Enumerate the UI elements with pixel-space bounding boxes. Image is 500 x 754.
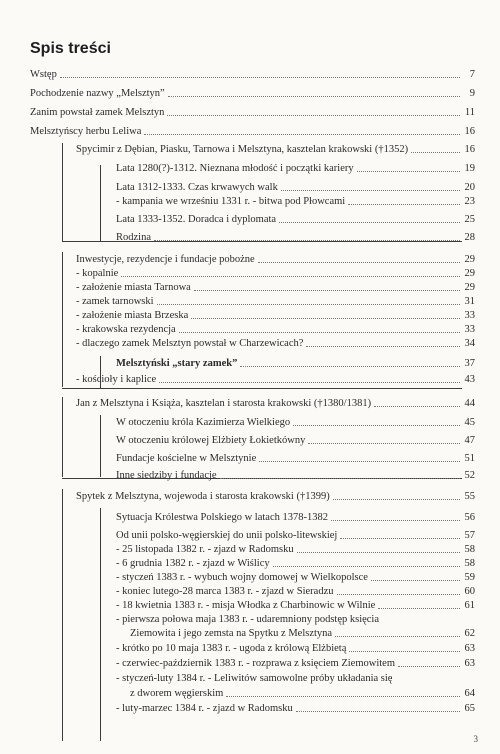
toc-entry: - założenie miasta Tarnowa 29 bbox=[76, 282, 475, 293]
toc-entry: Inne siedziby i fundacje 52 bbox=[116, 470, 475, 481]
toc-entry: - czerwiec-październik 1383 r. - rozprawa z księciem Ziemowitem 63 bbox=[116, 658, 475, 669]
toc-entry: - zamek tarnowski 31 bbox=[76, 296, 475, 307]
toc-entry: - 18 kwietnia 1383 r. - misja Włodka z Charbinowic w Wilnie 61 bbox=[116, 600, 475, 611]
section-rule bbox=[62, 489, 63, 741]
toc-entry: Melsztyński „stary zamek” 37 bbox=[116, 358, 475, 369]
toc-entry: - założenie miasta Brzeska 33 bbox=[76, 310, 475, 321]
toc-entry: Zanim powstał zamek Melsztyn 11 bbox=[30, 107, 475, 118]
toc-entry: - kościoły i kaplice 43 bbox=[76, 374, 475, 385]
toc-entry: - luty-marzec 1384 r. - zjazd w Radomsku 65 bbox=[116, 703, 475, 714]
toc-entry: Pochodzenie nazwy „Melsztyn” 9 bbox=[30, 88, 475, 99]
toc-entry: W otoczeniu króla Kazimierza Wielkiego 45 bbox=[116, 417, 475, 428]
toc-entry: - 25 listopada 1382 r. - zjazd w Radomsku 58 bbox=[116, 544, 475, 555]
toc-entry: Jan z Melsztyna i Książa, kasztelan i starosta krakowski (†1380/1381) 44 bbox=[76, 398, 475, 409]
page-title: Spis treści bbox=[30, 40, 111, 57]
toc-entry: Lata 1280(?)-1312. Nieznana młodość i początki kariery 19 bbox=[116, 163, 475, 174]
section-divider bbox=[62, 388, 462, 389]
toc-entry: Sytuacja Królestwa Polskiego w latach 1378-1382 56 bbox=[116, 512, 475, 523]
toc-entry: Spycimir z Dębian, Piasku, Tarnowa i Melsztyna, kasztelan krakowski (†1352) 16 bbox=[76, 144, 475, 155]
section-rule bbox=[62, 252, 63, 387]
toc-entry: - koniec lutego-28 marca 1383 r. - zjazd w Sieradzu 60 bbox=[116, 586, 475, 597]
toc-entry: Rodzina 28 bbox=[116, 232, 475, 243]
toc-entry: Lata 1333-1352. Doradca i dyplomata 25 bbox=[116, 214, 475, 225]
subsection-rule bbox=[100, 415, 101, 477]
toc-entry: - styczeń 1383 r. - wybuch wojny domowej w Wielkopolsce 59 bbox=[116, 572, 475, 583]
toc-entry: Melsztyńscy herbu Leliwa 16 bbox=[30, 126, 475, 137]
subsection-rule bbox=[100, 165, 101, 241]
toc-entry-first-line: - styczeń-luty 1384 r. - Leliwitów samowolne próby układania się bbox=[116, 673, 393, 684]
toc-entry-first-line: - pierwsza połowa maja 1383 r. - udaremniony podstęp księcia bbox=[116, 614, 380, 625]
page-number: 3 bbox=[473, 734, 478, 744]
toc-entry: Wstęp 7 bbox=[30, 69, 475, 80]
toc-entry: - krótko po 10 maja 1383 r. - ugoda z królową Elżbietą 63 bbox=[116, 643, 475, 654]
toc-entry: - 6 grudnia 1382 r. - zjazd w Wiślicy 58 bbox=[116, 558, 475, 569]
toc-entry: Ziemowita i jego zemsta na Spytku z Melsztyna 62 bbox=[130, 628, 475, 639]
toc-entry: Fundacje kościelne w Melsztynie 51 bbox=[116, 453, 475, 464]
toc-entry: - dlaczego zamek Melsztyn powstał w Charzewicach? 34 bbox=[76, 338, 475, 349]
toc-entry: z dworem węgierskim 64 bbox=[130, 688, 475, 699]
toc-entry: - kampania we wrześniu 1331 r. - bitwa pod Płowcami 23 bbox=[116, 196, 475, 207]
toc-entry: Lata 1312-1333. Czas krwawych walk 20 bbox=[116, 182, 475, 193]
section-rule bbox=[62, 397, 63, 477]
toc-entry: - kopalnie 29 bbox=[76, 268, 475, 279]
section-rule bbox=[62, 143, 63, 241]
toc-entry: W otoczeniu królowej Elżbiety Łokietkówny 47 bbox=[116, 435, 475, 446]
toc-entry: Inwestycje, rezydencje i fundacje pobożne 29 bbox=[76, 254, 475, 265]
toc-entry: - krakowska rezydencja 33 bbox=[76, 324, 475, 335]
toc-entry: Spytek z Melsztyna, wojewoda i starosta krakowski (†1399) 55 bbox=[76, 491, 475, 502]
subsection-rule bbox=[100, 508, 101, 741]
toc-entry: Od unii polsko-węgierskiej do unii polsko-litewskiej 57 bbox=[116, 530, 475, 541]
